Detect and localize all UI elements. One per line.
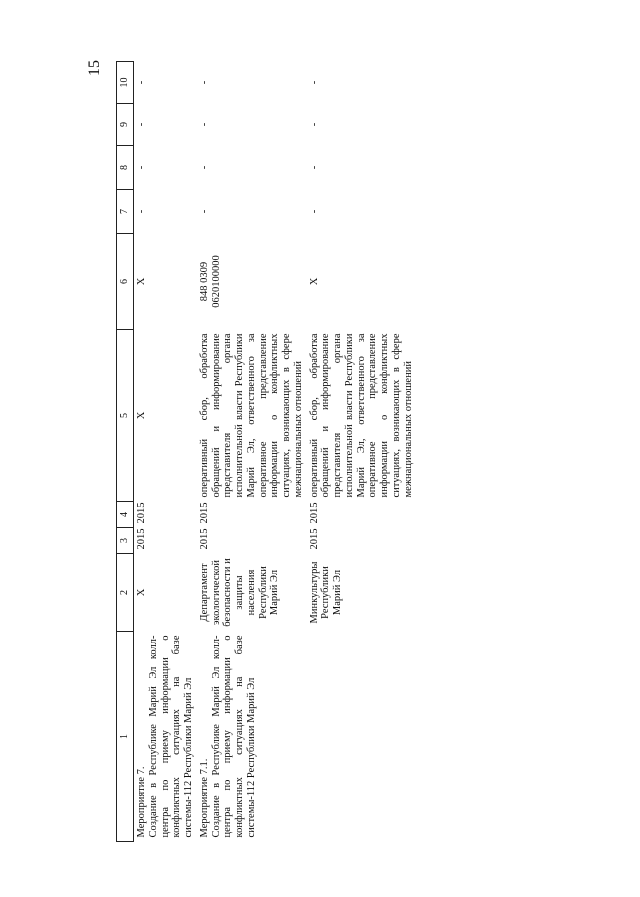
col-header-3: 3 xyxy=(117,528,134,554)
row3-col9: - xyxy=(308,122,320,127)
table-row xyxy=(197,62,307,842)
row1-col8: - xyxy=(136,165,147,170)
row3-measure xyxy=(307,632,417,842)
row2-measure: Мероприятие 7.1. Создание в Республике Марий Эл колл-центра по приему информации о конфликтных ситуациях на базе системы-112 Республики Марий Эл xyxy=(198,635,257,838)
col-header-5: 5 xyxy=(117,330,134,502)
row1-start-year: 2015 xyxy=(136,528,147,550)
row3-col8: - xyxy=(308,165,320,170)
row1-result: X xyxy=(136,411,147,420)
row1-budget-code: X xyxy=(136,277,147,286)
row1-col7: - xyxy=(136,209,147,214)
row2-start-year: 2015 xyxy=(198,528,210,550)
row1-executor: X xyxy=(136,588,147,597)
col-header-2: 2 xyxy=(117,554,134,632)
col-header-6: 6 xyxy=(117,234,134,330)
row2-col7: - xyxy=(198,209,210,214)
row2-col10: - xyxy=(198,80,210,85)
row1-end-year: 2015 xyxy=(136,502,147,524)
rotated-table-wrapper xyxy=(116,62,516,842)
page-number: 15 xyxy=(86,60,103,76)
row2-executor: Департамент экологической безопасности и защиты населения Республики Марий Эл xyxy=(198,558,281,627)
row2-col8: - xyxy=(198,165,210,170)
row2-result: оперативный сбор, обработка обращений и информирование представителя органа исполнительной власти Республики Марий Эл, ответственного за оперативное представление информации о конфликтных ситуациях, возникающих в сфере межнациональных отношений xyxy=(198,333,304,498)
col-header-7: 7 xyxy=(117,190,134,234)
col-header-10: 10 xyxy=(117,62,134,104)
col-header-8: 8 xyxy=(117,146,134,190)
row3-budget-code: X xyxy=(308,277,320,286)
row1-col9: - xyxy=(136,122,147,127)
row3-col7: - xyxy=(308,209,320,214)
row3-executor: Минкультуры Республики Марий Эл xyxy=(308,561,343,624)
col-header-4: 4 xyxy=(117,502,134,528)
row3-end-year: 2015 xyxy=(308,502,320,524)
row2-budget-code: 848 0309 0620100000 xyxy=(198,255,222,308)
col-header-9: 9 xyxy=(117,104,134,146)
program-table xyxy=(116,61,416,842)
header-row xyxy=(117,62,134,842)
col-header-1: 1 xyxy=(117,632,134,842)
row3-result: оперативный сбор, обработка обращений и информирование представителя органа исполнительной власти Республики Марий Эл, ответственного за оперативное представление информации о конфликтных ситуациях, возникающих в сфере межнациональных отношений xyxy=(308,333,414,498)
row3-col10: - xyxy=(308,80,320,85)
row3-start-year: 2015 xyxy=(308,528,320,550)
row2-end-year: 2015 xyxy=(198,502,210,524)
row2-col9: - xyxy=(198,122,210,127)
table-row xyxy=(134,62,197,842)
row1-col10: - xyxy=(136,80,147,85)
row1-measure: Мероприятие 7. Создание в Республике Марий Эл колл-центра по приему информации о конфликтных ситуациях на базе системы-112 Республики Марий Эл xyxy=(136,635,194,838)
table-row xyxy=(307,62,417,842)
